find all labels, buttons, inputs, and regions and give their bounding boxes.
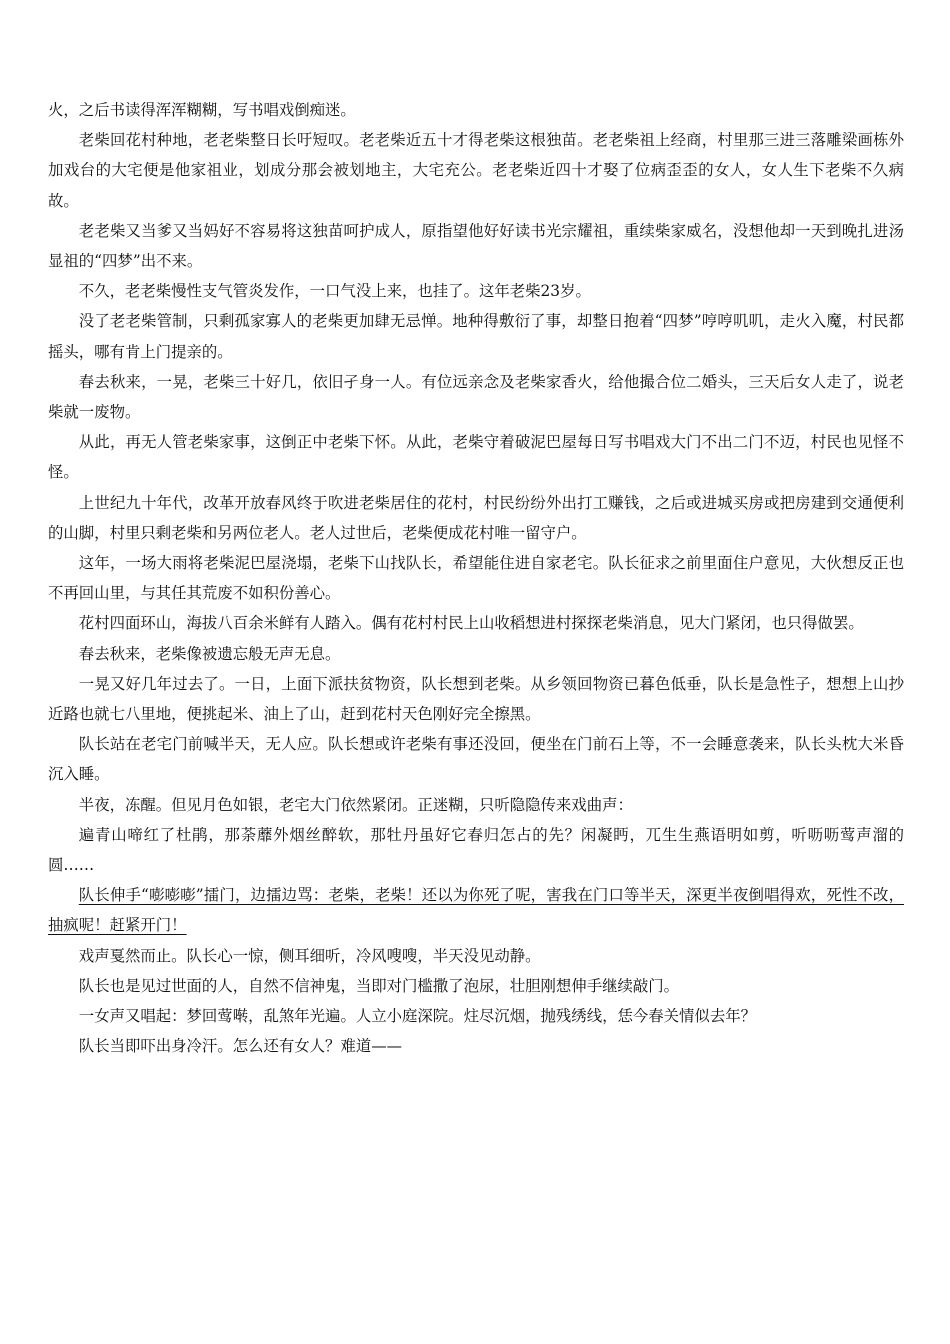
- paragraph-8: 上世纪九十年代，改革开放春风终于吹进老柴居住的花村，村民纷纷外出打工赚钱，之后或进城买房或把房建到交通便利的山脚，村里只剩老柴和另两位老人。老人过世后，老柴便成花村唯一留守户。: [48, 493, 904, 542]
- paragraph-7: 从此，再无人管老柴家事，这倒正中老柴下怀。从此，老柴守着破泥巴屋每日写书唱戏大门不出二门不迈，村民也见怪不怪。: [48, 433, 904, 482]
- paragraph-13: 队长站在老宅门前喊半天，无人应。队长想或许老柴有事还没回，便坐在门前石上等，不一会睡意袭来，队长头枕大米昏沉入睡。: [48, 735, 904, 784]
- paragraph-1: 火，之后书读得浑浑糊糊，写书唱戏倒痴迷。: [48, 101, 356, 119]
- paragraph-3: 老老柴又当爹又当妈好不容易将这独苗呵护成人，原指望他好好读书光宗耀祖，重续柴家威名，没想他却一天到晚扎进汤显祖的“四梦”出不来。: [48, 221, 904, 271]
- paragraph-4: 不久，老老柴慢性支气管炎发作，一口气没上来，也挂了。这年老柴23岁。: [78, 282, 591, 301]
- paragraph-17: 戏声戛然而止。队长心一惊，侧耳细听，冷风嗖嗖，半天没见动静。: [78, 946, 541, 965]
- opera-lyrics-paragraph: 遍青山啼红了杜鹃，那荼蘼外烟丝醉软，那牡丹虽好它春归怎占的先？闲凝眄，兀生生燕语明如剪，听呖呖莺声溜的圆……: [48, 825, 904, 875]
- paragraph-6: 春去秋来，一晃，老柴三十好几，依旧孑身一人。有位远亲念及老柴家香火，给他撮合位二婚头，三天后女人走了，说老柴就一废物。: [48, 372, 904, 422]
- paragraph-10: 花村四面环山，海拔八百余米鲜有人踏入。偶有花村村民上山收稻想进村探探老柴消息，见大门紧闭，也只得做罢。: [78, 614, 864, 633]
- paragraph-9: 这年，一场大雨将老柴泥巴屋浇塌，老柴下山找队长，希望能住进自家老宅。队长征求之前里面住户意见，大伙想反正也不再回山里，与其任其荒废不如积份善心。: [48, 554, 904, 603]
- paragraph-18: 队长也是见过世面的人，自然不信神鬼，当即对门槛撒了泡尿，壮胆刚想伸手继续敲门。: [78, 976, 680, 995]
- underlined-paragraph: [48, 880, 904, 940]
- paragraph-2: 老柴回花村种地，老老柴整日长吁短叹。老老柴近五十才得老柴这根独苗。老老柴祖上经商，村里那三进三落雕梁画栋外加戏台的大宅便是他家祖业，划成分那会被划地主，大宅充公。老老柴近四十才娶了位病歪歪的女人，女人生下老柴不久病故。: [48, 131, 904, 210]
- paragraph-5: 没了老老柴管制，只剩孤家寡人的老柴更加肆无忌惮。地种得敷衍了事，却整日抱着“四梦”哼哼叽叽，走火入魔，村民都摇头，哪有肯上门提亲的。: [48, 312, 904, 361]
- paragraph-12: 一晃又好几年过去了。一日，上面下派扶贫物资，队长想到老柴。从乡领回物资已暮色低垂，队长是急性子，想想上山抄近路也就七八里地，便挑起米、油上了山，赶到花村天色刚好完全擦黑。: [48, 674, 904, 724]
- document-page: [48, 95, 904, 1062]
- paragraph-11: 春去秋来，老柴像被遗忘般无声无息。: [78, 644, 341, 663]
- paragraph-19: 一女声又唱起：梦回莺啭，乱煞年光遍。人立小庭深院。炷尽沉烟，抛残绣线，恁今春关情似去年？: [78, 1007, 756, 1026]
- underlined-text: 队长伸手“嘭嘭嘭”擂门，边擂边骂：老柴，老柴！还以为你死了呢，害我在门口等半天，深更半夜倒唱得欢，死性不改，抽疯呢！赶紧开门！: [48, 886, 904, 935]
- paragraph-20: 队长当即吓出身冷汗。怎么还有女人？难道——: [78, 1037, 403, 1056]
- paragraph-14: 半夜，冻醒。但见月色如银，老宅大门依然紧闭。正迷糊，只听隐隐传来戏曲声：: [78, 795, 633, 814]
